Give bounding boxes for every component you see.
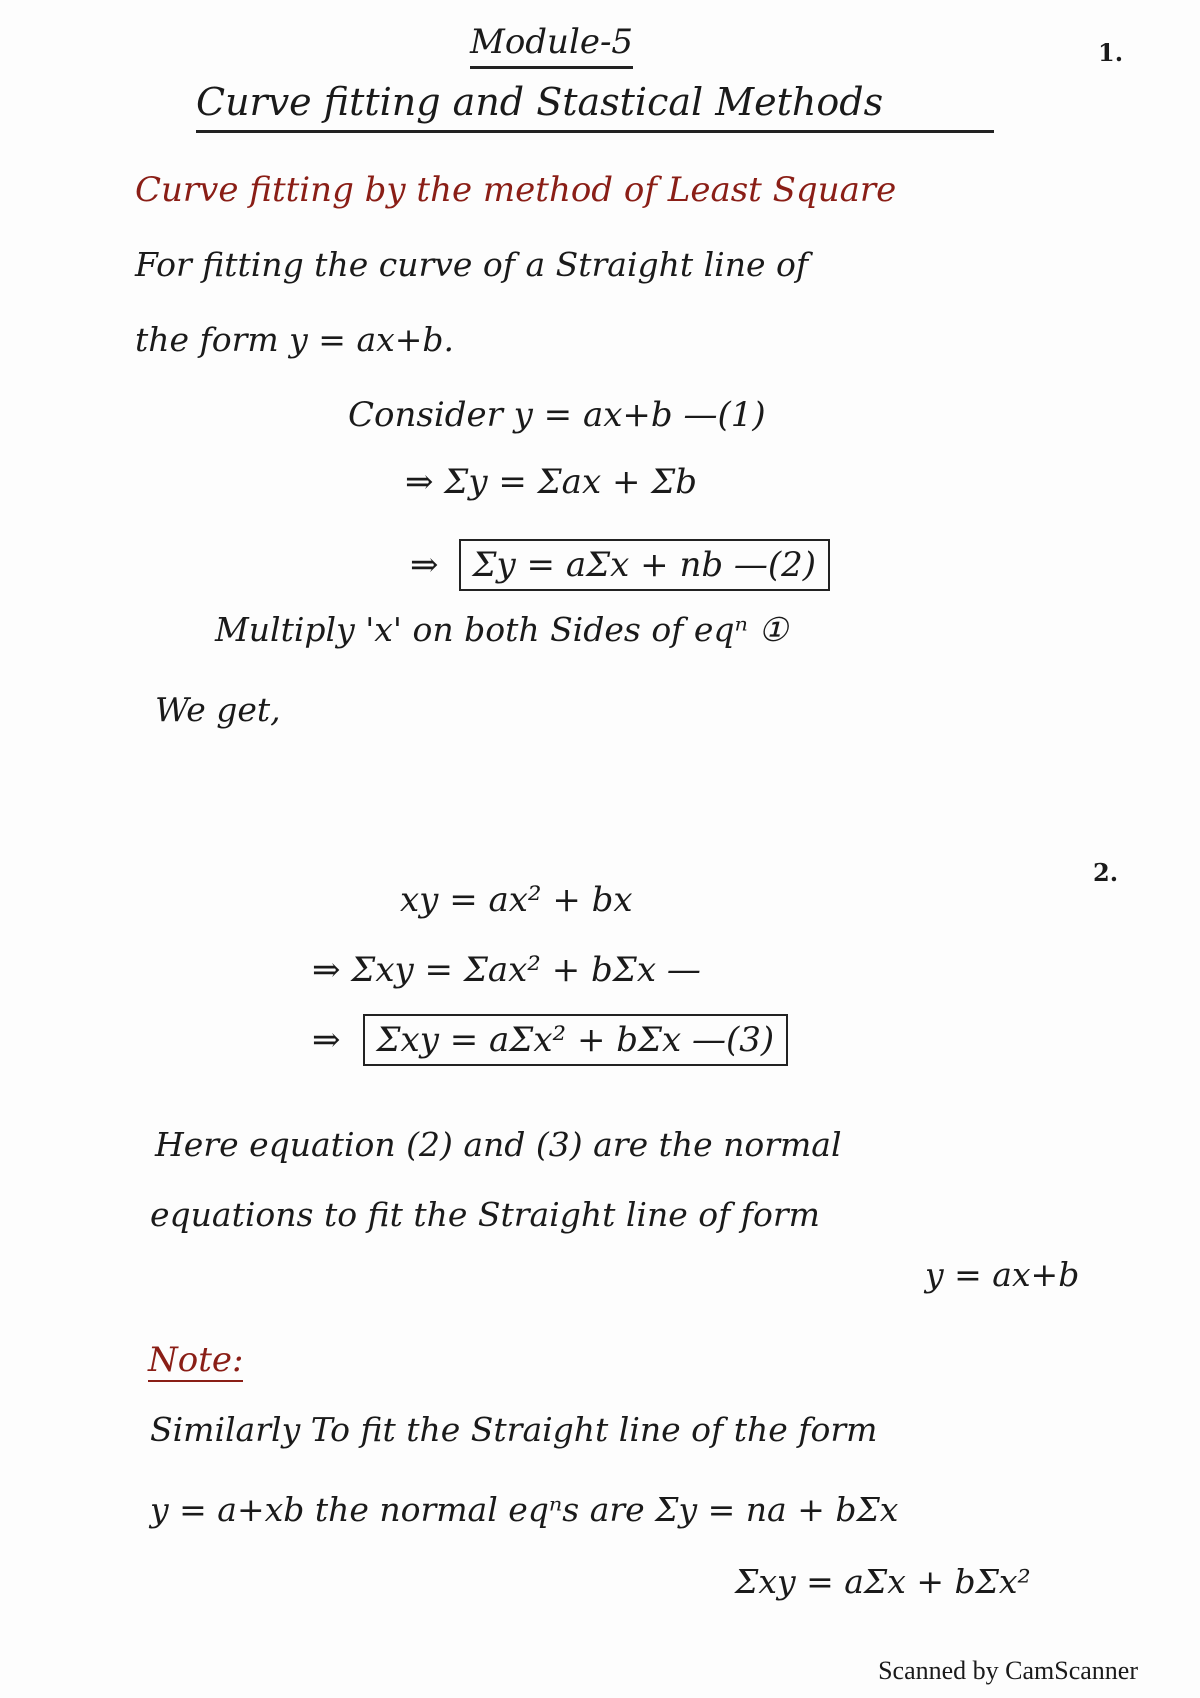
page-number-1: 1. [1098, 38, 1124, 67]
implies-arrow: ⇒ [410, 545, 439, 585]
conclusion-line-3: y = ax+b [925, 1255, 1080, 1294]
conclusion-line-2: equations to fit the Straight line of form [150, 1195, 820, 1234]
boxed-normal-equation-2: Σy = aΣx + nb —(2) [459, 539, 831, 591]
implies-arrow: ⇒ [312, 1020, 341, 1060]
note-line-1: Similarly To fit the Straight line of the form [150, 1410, 878, 1449]
note-line-3: Σxy = aΣx + bΣx² [735, 1562, 1031, 1601]
multiply-instruction: Multiply 'x' on both Sides of eqⁿ ① [215, 610, 788, 649]
equation-xy: xy = ax² + bx [400, 880, 633, 920]
intro-line-1: For fitting the curve of a Straight line of [135, 245, 809, 284]
equation-3-row [312, 1020, 788, 1060]
boxed-normal-equation-3: Σxy = aΣx² + bΣx —(3) [363, 1014, 789, 1066]
subheading: Curve fitting by the method of Least Square [135, 170, 897, 210]
equation-sum: ⇒ Σy = Σax + Σb [405, 462, 698, 502]
equation-2-row [410, 545, 830, 585]
equation-sum-xy: ⇒ Σxy = Σax² + bΣx — [312, 950, 701, 990]
note-label-text: Note: [148, 1340, 244, 1380]
note-label [148, 1340, 243, 1380]
intro-line-2: the form y = ax+b. [135, 320, 454, 359]
chapter-title: Curve fitting and Stastical Methods [196, 80, 994, 133]
equation-1: Consider y = ax+b —(1) [348, 395, 766, 435]
we-get-text: We get, [155, 690, 281, 729]
conclusion-line-1: Here equation (2) and (3) are the normal [155, 1125, 842, 1164]
page-number-2: 2. [1093, 858, 1119, 887]
module-title: Module-5 [470, 22, 633, 69]
scanner-watermark: Scanned by CamScanner [878, 1656, 1138, 1685]
note-line-2: y = a+xb the normal eqⁿs are Σy = na + bΣx [150, 1490, 899, 1529]
